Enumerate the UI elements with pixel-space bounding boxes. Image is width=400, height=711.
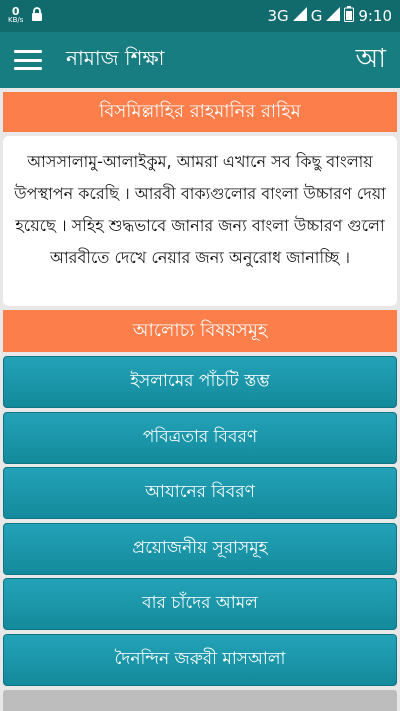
topic-button-twelve-months[interactable]: বার চাঁদের আমল xyxy=(3,578,397,630)
language-button[interactable]: আ xyxy=(355,44,386,74)
clock: 9:10 xyxy=(358,7,392,25)
intro-card xyxy=(3,136,397,306)
topic-button-surahs[interactable]: প্রয়োজনীয় সূরাসমূহ xyxy=(3,523,397,575)
network-speed-value: 0 xyxy=(11,5,20,18)
topic-list xyxy=(3,356,397,689)
greeting-banner: বিসমিল্লাহির রাহমানির রাহিম xyxy=(3,92,397,132)
menu-icon[interactable] xyxy=(14,50,42,70)
bottom-strip xyxy=(3,690,397,711)
topics-heading: আলোচ্য বিষয়সমূহ xyxy=(3,310,397,352)
intro-text: আসসালামু-আলাইকুম, আমরা এখানে সব কিছু বাংলায় উপস্থাপন করেছি । আরবী বাক্যগুলোর বাংলা উচ্চারণ দেয়া হয়েছে । সহিহ শুদ্ধভাবে জানার জন্য বাংলা উচ্চারণ গুলো আরবীতে দেখে নেয়ার জন্য অনুরোধ জানাচ্ছি । xyxy=(14,152,386,267)
network-speed xyxy=(8,7,23,25)
battery-icon xyxy=(344,6,354,26)
network-speed-unit: KB/s xyxy=(8,16,24,24)
network-g-label: G xyxy=(310,7,323,25)
signal-icon xyxy=(326,7,340,25)
network-3g-label: 3G xyxy=(267,7,289,25)
topic-button-purity[interactable]: পবিত্রতার বিবরণ xyxy=(3,412,397,464)
topic-button-azan[interactable]: আযানের বিবরণ xyxy=(3,467,397,519)
app-title: নামাজ শিক্ষা xyxy=(66,45,165,70)
lock-icon xyxy=(31,7,43,26)
topic-button-five-pillars[interactable]: ইসলামের পাঁচটি স্তম্ভ xyxy=(3,356,397,408)
topic-button-daily-rulings[interactable]: দৈনন্দিন জরুরী মাসআলা xyxy=(3,634,397,686)
status-bar xyxy=(0,0,400,32)
signal-icon xyxy=(293,7,307,25)
app-bar xyxy=(0,32,400,88)
